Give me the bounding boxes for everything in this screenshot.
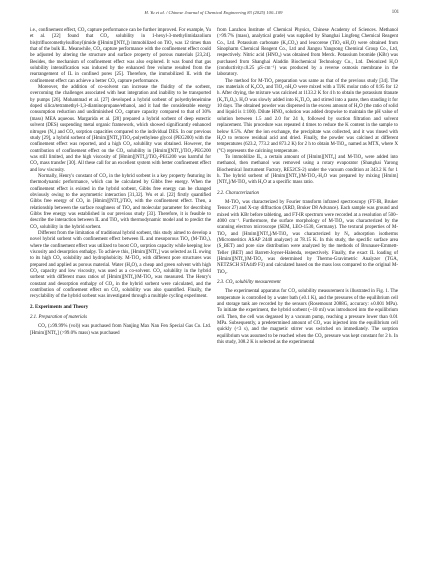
paragraph: M-TiO₂ was characterized by Fourier transform infrared spectroscopy (FT-IR, Bruker Tensor 27) and X-ray diffraction (XRD, Bruker D8 Advance). Each sample was ground and mixed with KBr before tableting, and FT-IR spectrum were recorded at a resolution of 500–4000 cm⁻¹. Furthermore, the surface morphology of M-TiO₂ was characterized by the scanning electron microscope (SEM, LEO-1530, Germany). The textural properties of M-TiO₂ and [Hmim][NTf₂]/M-TiO₂ was characterized by N₂ adsorption isotherms (Micromeritics ASAP 2440 analyzer) at 78.15 K. In this study, the specific surface area (S_BET) and pore size distribution were analyzed by the methods of Brunauer-Emmett-Teller (BET) and Barrett-Joyner-Halenda, respectively. Finally, the exact IL loading of [Hmim][NTf₂]/M-TiO₂ was determined by Thermo-Gravimetric Analyzer (TGA, NETZSCH STA449 F3) and calculated based on the mass loss compared to the original M-TiO₂. <box>217 199 398 275</box>
paragraph: The experimental apparatus for CO₂ solubility measurement is illustrated in Fig. 1. The temperature is controlled by a water bath (±0.1 K), and the pressures of the equilibrium cell and storage tank are recorded by the sensors (Rosemount 2088G, accuracy: ±0.001 MPa). To initiate the experiment, the hybrid sorbent (~10 ml) was introduced into the equilibrium cell. Then, the cell was degassed by a vacuum pump, reaching a pressure lower than 0.01 MPa. Subsequently, a predetermined amount of CO₂ was injected into the equilibrium cell quickly (<3 s), and the magnetic stirrer was switched on immediately. The sorption equilibrium was assumed to be reached when the CO₂ pressure was kept constant for 2 h. In this study, 308.2 K is selected as the experimental <box>217 289 398 346</box>
running-head-text: H. Yu et al. / Chinese Journal of Chemical Engineering 83 (2025) 100–109 <box>144 10 283 15</box>
section-heading: 2. Experiments and Theory <box>30 304 89 310</box>
subsection-heading: 2.2. Characterization <box>217 190 259 196</box>
subsection-heading: 2.1. Preparation of materials <box>30 315 88 321</box>
paragraph: Moreover, the addition of co-solvent can increase the fluidity of the sorbent, overcoming the challenges associated with heat integration and inability to be transported by pumps [26]. Mohammad et al. [27] developed a hybrid sorbent of polyethyleneimine doped silica/tetramethyl-1,3-diaminopropane/ethanol, and it had the considerable energy consumption reduction and undiminished CO₂ capture capacity compared to that of 30% (mass) MEA aqueous. Margarida et al. [28] prepared a hybrid sorbent of deep eutectic solvent (DES) suspending metal organic framework, which showed significantly enhanced nitrogen (N₂) and CO₂ sorption capacities compared to the individual DES. In our previous study [29], a hybrid sorbent of [Hmim][NTf₂]/TiO₂-polyethylene glycol (PEG200) with the confinement effect was reported, and a high CO₂ solubility was obtained. However, the contribution of confinement effect on the CO₂ solubility in [Hmim][NTf₂]/TiO₂-PEG200 was still limited, and the high viscosity of [Hmim][NTf₂]/TiO₂-PEG200 was harmful for CO₂ mass transfer [30]. All these call for an excellent system with better confinement effect and low viscosity. <box>30 85 211 173</box>
left-column <box>30 28 211 337</box>
page-number: 101 <box>391 10 399 15</box>
subsection-heading: 2.3. CO₂ solubility measurement <box>217 280 281 286</box>
paragraph: CO₂ (≥99.99% (vol)) was purchased from Nanjing Max Nan Fen Special Gas Co. Ltd. [Hmim][NTf₂] (>99.0% mass) was purchased <box>30 324 211 336</box>
paragraph: To immobilize IL, a certain amount of [Hmim][NTf₂] and M-TiO₂ were added into methanol, then methanol was removed using a rotary evaporator (Shanghai Yarong Biochemical Instrument Factory, RE52CS-2) under the vacuum condition at 343.2 K for 1 h. The hybrid sorbent of [Hmim][NTf₂]/M-TiO₂-H₂O was prepared by mixing [Hmim][NTf₂]/M-TiO₂ with H₂O at a specific mass ratio. <box>217 154 398 186</box>
running-head <box>0 10 427 20</box>
paragraph: i.e., confinement effect, CO₂ capture performance can be further improved. For example, Yu et al. [22] found that CO₂ solubility in 1-hexyl-3-methylimidazolium bis(trifluoromethylsulfonyl)imide ([Hmim][NTf₂]) immobilized on TiO₂ was 12 times than that of the bulk IL. Meanwhile, CO₂ capture performance with the confinement effect could be adjusted by altering the structure and surface property of porous materials [23,24]. Besides, the mechanism of confinement effect was also explored. It was found that gas solubility intensification was induced by the enhanced free volume resulted from the rearrangement of IL in confined pores [25]. Therefore, the immobilized IL with the confinement effect can achieve a better CO₂ capture performance. <box>30 28 211 84</box>
paragraph: from Lanzhou Institute of Chemical Physics, Chinese Academy of Sciences. Methanol (>99.7% (mass), analytical grade) was supplied by Shanghai Lingfeng Chemical Reagent Co., Ltd. Potassium carbonate (K₂CO₃) and leucorene (TiO₂·nH₂O) were obtained from Sinopharm Chemical Reagent Co., Ltd and Jiangsu Yangsong Chemical Group Co., Ltd, respectively. Nitric acid (HNO₃) was obtained from Merck. Potassium bromide (KBr) was purchased from Shanghai Aladdin Biochemical Technology Co., Ltd. Deionized H₂O (conductivity≤0.25 μS·cm⁻¹) was produced by a reverse osmosis membrane in the laboratory. <box>217 28 398 78</box>
paragraph: The method for M-TiO₂ preparation was same as that of the previous study [34]. The raw materials of K₂CO₃ and TiO₂·nH₂O were mixed with a Ti/K molar ratio of 0.95 for 12 h. After drying, the mixture was calcined at 1133.2 K for 4 h to obtain the potassium titanate (K₂Ti₂O₅). H₂O was slowly added into K₂Ti₂O₅ and stirred into a paste, then standing it for 10 days. The obtained powder was dispersed in the excess amount of H₂O (the ratio of solid and liquid is 1:100). Dilute HNO₃ solution was added dropwise to maintain the pH value of solution between 1.5 and 2.0 for 24 h, followed by suction filtration and solvent replacement. This procedure was repeated 4 times to reduce the K content in the sample to below 0.5%. After the ion exchange, the precipitate was collected, and it was rinsed with H₂O to remove residual acid and dried. Finally, the powder was calcined at different temperatures (623.2, 773.2 and 873.2 K) for 2 h to obtain M-TiO₂, named as MTX, where X (°C) represents the calcining temperature. <box>217 78 398 154</box>
right-column <box>217 28 398 347</box>
paragraph: Normally, Henry's constant of CO₂ in the hybrid sorbent is a key property featuring its thermodynamic performance, which can be calculated by Gibbs free energy. When the confinement effect is existed in the hybrid sorbent, Gibbs free energy can be changed obviously owing to the asymmetric interaction [31,32]. Wu et al. [22] firstly quantified Gibbs free energy of CO₂ in [Hmim][NTf₂]/TiO₂ with the confinement effect. Then, a relationship between the surface roughness of TiO₂ and molecular parameter for describing Gibbs free energy was established in our previous study [33]. Therefore, it is feasible to describe the interaction between IL and TiO₂ with thermodynamic model and to predict the CO₂ solubility in the hybrid sorbent. <box>30 173 211 230</box>
paragraph: Different from the limitation of traditional hybrid sorbent, this study aimed to develop a novel hybrid sorbent with confinement effect between IL and mesoporous TiO₂ (M-TiO₂), where the confinement effect was utilized to boost CO₂ sorption capacity while keeping low viscosity and desorption enthalpy. To achieve this, [Hmim][NTf₂] was selected as IL owing to its high CO₂ solubility and hydrophobicity. M-TiO₂ with different pore structures was prepared and applied as porous material. Water (H₂O), a cheap and green solvent with high CO₂ capacity and low viscosity, was used as a co-solvent. CO₂ solubility in the hybrid sorbent with different mass ratios of [Hmim][NTf₂]/M-TiO₂ was measured. The Henry's constant and desorption enthalpy of CO₂ in the hybrid sorbent were calculated, and the contribution of confinement effect on CO₂ solubility was also quantified. Finally, the recyclability of the hybrid sorbent was investigated through a multiple cycling experiment. <box>30 231 211 300</box>
